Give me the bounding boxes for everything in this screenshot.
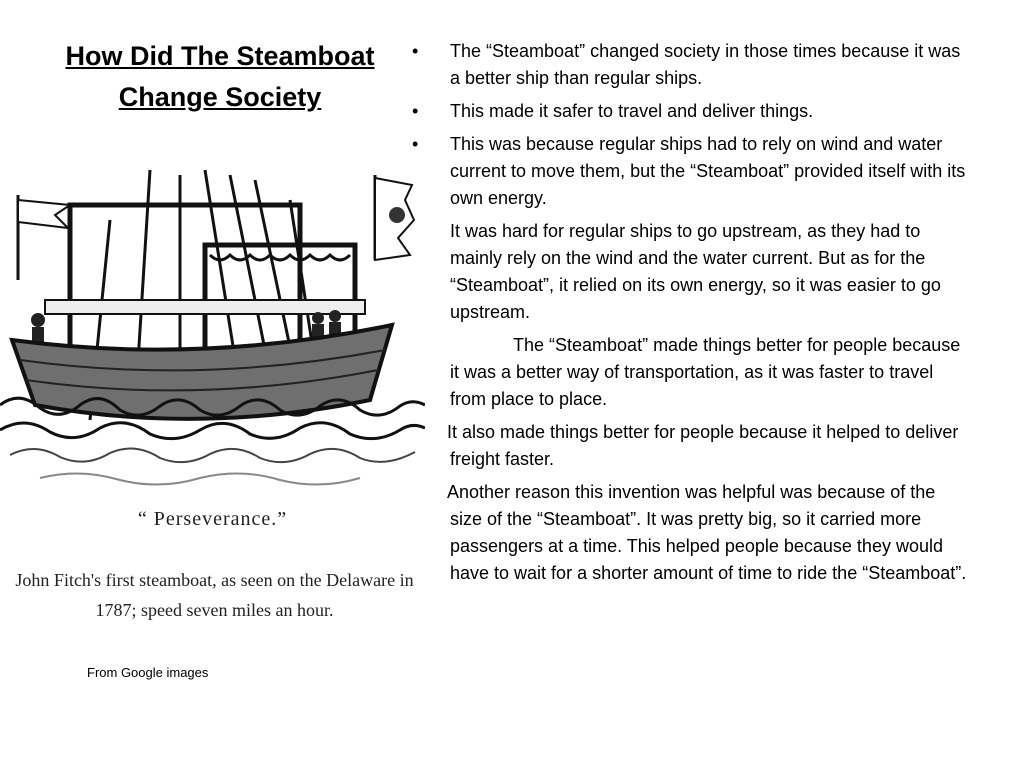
image-caption-text: John Fitch's first steamboat, as seen on the Delaware in 1787; speed seven miles an hour. <box>15 570 414 620</box>
image-source-note: From Google images <box>87 665 209 680</box>
paragraph: It was hard for regular ships to go upstream, as they had to mainly rely on the wind and the water current. But as for the “Steamboat”, it relied on its own energy, so it was easier to go upstream. <box>450 221 941 322</box>
paragraph: Another reason this invention was helpful was because of the size of the “Steamboat”. It was pretty big, so it carried more passengers at a time. This helped people because they would have to wait for a shorter amount of time to ride the “Steamboat”. <box>447 482 967 583</box>
paragraph-bullet: • This made it safer to travel and deliver things. <box>408 98 968 125</box>
paragraph: It also made things better for people because it helped to deliver freight faster. <box>447 422 959 469</box>
image-caption-title: “ Perseverance.” <box>137 508 288 530</box>
paragraph-bullet: • The “Steamboat” changed society in those times because it was a better ship than regular ships. <box>408 38 968 92</box>
steamboat-drawing <box>0 160 425 500</box>
body-text <box>408 38 968 593</box>
paragraph: The “Steamboat” made things better for people because it was a better way of transportation, as it was faster to travel from place to place. <box>450 335 961 409</box>
slide-title: How Did The Steamboat Change Society <box>65 41 375 112</box>
paragraph-bullet: • This was because regular ships had to rely on wind and water current to move them, but the “Steamboat” provided itself with its own energy. <box>408 131 968 212</box>
